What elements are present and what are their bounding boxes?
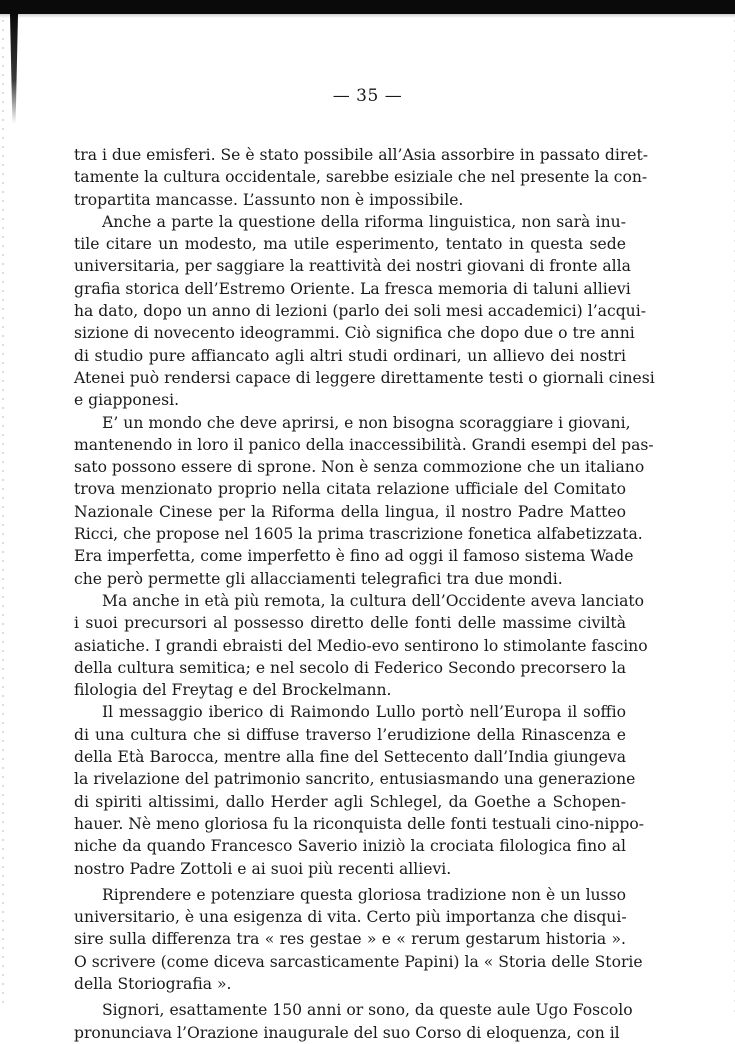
text-line: mantenendo in loro il panico della inaccessibilità. Grandi esempi del pas- xyxy=(74,435,654,454)
text-line: filologia del Freytag e del Brockelmann. xyxy=(74,681,392,700)
text-line: pronunciava l’Orazione inaugurale del suo Corso di eloquenza, con il xyxy=(74,1023,620,1042)
text-line: di una cultura che si diffuse traverso l’erudizione della Rinascenza e xyxy=(74,725,626,744)
text-line: ha dato, dopo un anno di lezioni (parlo dei soli mesi accademici) l’acqui- xyxy=(74,302,646,321)
paragraph xyxy=(74,999,633,1044)
page-number: — 35 — xyxy=(332,86,403,106)
scan-left-edge xyxy=(2,20,4,1010)
binding-shadow xyxy=(10,14,18,124)
text-line: hauer. Nè meno gloriosa fu la riconquista delle fonti testuali cino-nippo- xyxy=(74,814,644,833)
text-line: universitaria, per saggiare la reattività dei nostri giovani di fronte alla xyxy=(74,257,631,276)
text-line: trova menzionato proprio nella citata relazione ufficiale del Comitato xyxy=(74,480,626,499)
text-line: che però permette gli allacciamenti telegrafici tra due mondi. xyxy=(74,569,563,588)
text-line: E’ un mondo che deve aprirsi, e non bisogna scoraggiare i giovani, xyxy=(102,413,631,432)
text-line: sato possono essere di sprone. Non è senza commozione che un italiano xyxy=(74,458,645,477)
paragraph xyxy=(74,701,644,879)
scan-top-shadow xyxy=(0,14,735,18)
text-line: di studio pure affiancato agli altri studi ordinari, un allievo dei nostri xyxy=(74,346,626,365)
paragraph xyxy=(74,211,655,412)
text-line: della Età Barocca, mentre alla fine del Settecento dall’India giungeva xyxy=(74,748,626,767)
paragraph xyxy=(74,144,649,211)
text-line: Ma anche in età più remota, la cultura dell’Occidente aveva lanciato xyxy=(102,591,645,610)
text-line: Era imperfetta, come imperfetto è fino ad oggi il famoso sistema Wade xyxy=(74,547,634,566)
paragraph xyxy=(74,590,648,701)
paragraph xyxy=(74,412,654,590)
text-line: la rivelazione del patrimonio sancrito, entusiasmando una generazione xyxy=(74,770,636,789)
text-line: Atenei può rendersi capace di leggere direttamente testi o giornali cinesi xyxy=(74,368,655,387)
text-line: tamente la cultura occidentale, sarebbe esiziale che nel presente la con- xyxy=(74,168,648,187)
text-line: Anche a parte la questione della riforma linguistica, non sarà inu- xyxy=(102,212,626,231)
text-line: Riprendere e potenziare questa gloriosa tradizione non è un lusso xyxy=(102,885,626,904)
text-line: Signori, esattamente 150 anni or sono, da queste aule Ugo Foscolo xyxy=(102,1001,633,1020)
text-line: Ricci, che propose nel 1605 la prima trascrizione fonetica alfabetizzata. xyxy=(74,525,643,544)
text-line: tropartita mancasse. L’assunto non è impossibile. xyxy=(74,190,464,209)
body-text xyxy=(74,144,655,1044)
text-line: grafia storica dell’Estremo Oriente. La fresca memoria di taluni allievi xyxy=(74,279,631,298)
text-line: Nazionale Cinese per la Riforma della lingua, il nostro Padre Matteo xyxy=(74,502,626,521)
text-line: asiatiche. I grandi ebraisti del Medio-evo sentirono lo stimolante fascino xyxy=(74,636,648,655)
text-line: nostro Padre Zottoli e ai suoi più recenti allievi. xyxy=(74,859,452,878)
text-line: O scrivere (come diceva sarcasticamente Papini) la « Storia delle Storie xyxy=(74,952,643,971)
text-line: e giapponesi. xyxy=(74,391,180,410)
text-line: della cultura semitica; e nel secolo di Federico Secondo precorsero la xyxy=(74,658,626,677)
text-line: universitario, è una esigenza di vita. Certo più importanza che disqui- xyxy=(74,908,627,927)
text-line: i suoi precursori al possesso diretto delle fonti delle massime civiltà xyxy=(74,614,626,633)
text-line: sizione di novecento ideogrammi. Ciò significa che dopo due o tre anni xyxy=(74,324,635,343)
text-line: Il messaggio iberico di Raimondo Lullo portò nell’Europa il soffio xyxy=(102,703,626,722)
text-line: niche da quando Francesco Saverio iniziò la crociata filologica fino al xyxy=(74,837,626,856)
scan-top-border xyxy=(0,0,735,14)
text-line: sire sulla differenza tra « res gestae » e « rerum gestarum historia ». xyxy=(74,930,626,949)
text-line: tra i due emisferi. Se è stato possibile all’Asia assorbire in passato diret- xyxy=(74,146,649,164)
text-line: tile citare un modesto, ma utile esperimento, tentato in questa sede xyxy=(74,235,626,254)
text-line: della Storiografia ». xyxy=(74,974,232,993)
paragraph xyxy=(74,884,643,995)
text-line: di spiriti altissimi, dallo Herder agli Schlegel, da Goethe a Schopen- xyxy=(74,792,626,811)
